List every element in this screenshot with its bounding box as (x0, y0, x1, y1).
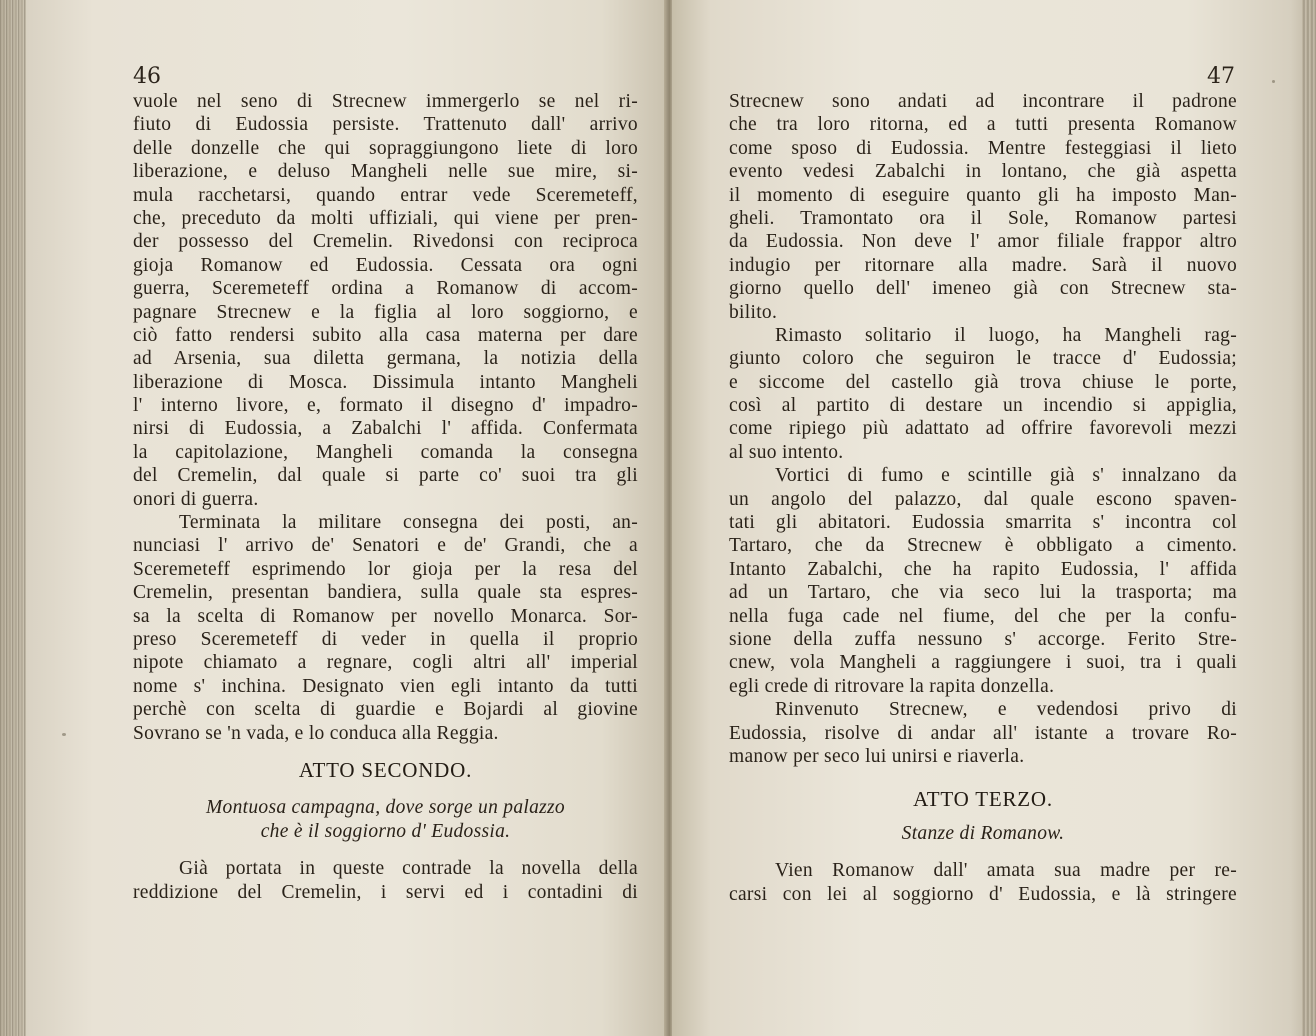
act-two-heading: ATTO SECONDO. (298, 757, 473, 782)
text-line: nipote chiamato a regnare, cogli altri all' imperial (133, 652, 638, 674)
text-line: onori di guerra. (133, 488, 259, 510)
page-number-right: 47 (1207, 64, 1235, 89)
text-line: egli crede di ritrovare la rapita donzella. (729, 675, 1055, 697)
text-line: così al partito di destare un incendio si appiglia, (729, 395, 1237, 417)
text-line: carsi con lei al soggiorno d' Eudossia, e là stringere (729, 883, 1237, 905)
text-line: la capitolazione, Mangheli comanda la consegna (133, 441, 638, 463)
text-line: Rimasto solitario il luogo, ha Mangheli rag- (775, 324, 1237, 346)
right-paragraph-2 (729, 324, 1237, 464)
text-line: delle donzelle che qui sopraggiungono liete di loro (133, 137, 638, 159)
text-line: indugio per ritornare alla madre. Sarà il nuovo (729, 254, 1237, 276)
text-line: da Eudossia. Non deve l' amor filiale frappor altro (729, 231, 1237, 253)
text-line: manow per seco lui unirsi e riaverla. (729, 745, 1025, 767)
text-line: che, preceduto da molti uffiziali, qui viene per pren- (133, 207, 638, 229)
text-line: vuole nel seno di Strecnew immergerlo se nel ri- (133, 91, 638, 112)
text-line: Sceremeteff esprimendo lor gioja per la resa del (133, 558, 638, 580)
scene-line: Stanze di Romanow. (901, 822, 1065, 844)
text-line: Vien Romanow dall' amata sua madre per re- (775, 860, 1237, 882)
text-line: Terminata la militare consegna dei posti, an- (179, 512, 638, 534)
text-line: liberazione, e deluso Mangheli nelle sue mire, si- (133, 161, 638, 183)
text-line: cnew, vola Mangheli a raggiungere i suoi, tra i quali (729, 652, 1237, 674)
text-line: nunciasi l' arrivo de' Senatori e de' Grandi, che a (133, 535, 638, 557)
left-paragraph-1 (133, 90, 638, 511)
text-line: ciò fatto rendersi subito alla casa materna per dare (133, 324, 638, 346)
text-line: Vortici di fumo e scintille già s' innalzano da (775, 465, 1237, 487)
text-line: tati gli abitatori. Eudossia smarrita s' incontra col (729, 512, 1237, 534)
text-line: liberazione di Mosca. Dissimula intanto Mangheli (133, 371, 638, 393)
text-line: giorno quello dell' imeneo già con Strecnew sta- (729, 278, 1237, 300)
text-line: Cremelin, presentan bandiera, sulla quale sta espres- (133, 582, 638, 604)
text-line: Rinvenuto Strecnew, e vedendosi privo di (775, 699, 1237, 721)
right-page-text (729, 90, 1237, 906)
left-paragraph-3 (133, 857, 638, 904)
text-line: nella fuga cade nel fiume, del che per la confu- (729, 605, 1237, 627)
paper-speck (1272, 80, 1275, 83)
text-line: der possesso del Cremelin. Rivedonsi con reciproca (133, 231, 638, 253)
text-line: nome s' inchina. Designato vien egli intanto da tutti (133, 675, 638, 697)
text-line: Eudossia, risolve di andar all' istante a trovare Ro- (729, 722, 1237, 744)
text-line: mula racchetarsi, quando entrar vede Sceremeteff, (133, 184, 638, 206)
act-three-scene (729, 822, 1237, 845)
text-line: un angolo del palazzo, dal quale escono spaven- (729, 488, 1237, 510)
text-line: Intanto Zabalchi, che ha rapito Eudossia, l' affida (729, 558, 1237, 580)
page-number-left: 46 (133, 64, 161, 89)
text-line: l' interno livore, e, formato il disegno d' impadro- (133, 395, 638, 417)
text-line: reddizione del Cremelin, i servi ed i contadini di (133, 881, 638, 903)
text-line: Già portata in queste contrade la novella della (179, 858, 638, 880)
act-three-heading: ATTO TERZO. (913, 787, 1053, 812)
text-line: sa la scelta di Romanow per novello Monarca. Sor- (133, 605, 638, 627)
right-paragraph-1 (729, 90, 1237, 324)
text-line: evento vedesi Zabalchi in lontano, che già aspetta (729, 161, 1237, 183)
scene-line: che è il soggiorno d' Eudossia. (260, 820, 511, 842)
text-line: come sposo di Eudossia. Mentre festeggiasi il lieto (729, 137, 1237, 159)
text-line: perchè con scelta di guardie e Bojardi al giovine (133, 699, 638, 721)
text-line: preso Sceremeteff di veder in quella il proprio (133, 628, 638, 650)
text-line: ad un Tartaro, che via seco lui la trasporta; ma (729, 582, 1237, 604)
left-page-text (133, 90, 638, 904)
text-line: come ripiego più adattato ad offrire favorevoli mezzi (729, 418, 1237, 440)
text-line: guerra, Sceremeteff ordina a Romanow di accom- (133, 278, 638, 300)
left-paragraph-2 (133, 511, 638, 745)
text-line: nirsi di Eudossia, a Zabalchi l' affida. Confermata (133, 418, 638, 440)
text-line: e siccome del castello già trova chiuse le porte, (729, 371, 1237, 393)
text-line: che tra loro ritorna, ed a tutti presenta Romanow (729, 114, 1237, 136)
text-line: sione della zuffa nessuno s' accorge. Ferito Stre- (729, 628, 1237, 650)
text-line: fiuto di Eudossia persiste. Trattenuto dall' arrivo (133, 114, 638, 136)
page-edge-left (0, 0, 26, 1036)
text-line: Strecnew sono andati ad incontrare il padrone (729, 91, 1237, 112)
right-paragraph-4 (729, 698, 1237, 768)
right-paragraph-3 (729, 464, 1237, 698)
text-line: gheli. Tramontato ora il Sole, Romanow partesi (729, 207, 1237, 229)
scene-line: Montuosa campagna, dove sorge un palazzo (205, 797, 565, 819)
text-line: Tartaro, che da Strecnew è obbligato a cimento. (729, 535, 1237, 557)
right-paragraph-5 (729, 859, 1237, 906)
text-line: al suo intento. (729, 441, 844, 463)
act-two-scene (133, 796, 638, 843)
text-line: bilito. (729, 301, 778, 323)
text-line: pagnare Strecnew e la figlia al loro soggiorno, e (133, 301, 638, 323)
text-line: giunto coloro che seguiron le tracce d' Eudossia; (729, 348, 1237, 370)
text-line: gioja Romanow ed Eudossia. Cessata ora ogni (133, 254, 638, 276)
text-line: ad Arsenia, sua diletta germana, la notizia della (133, 348, 638, 370)
text-line: Sovrano se 'n vada, e lo conduca alla Reggia. (133, 722, 499, 744)
paper-speck (62, 733, 66, 736)
right-page (672, 0, 1316, 1036)
text-line: il momento di eseguire quanto gli ha imposto Man- (729, 184, 1237, 206)
text-line: del Cremelin, dal quale si parte co' suoi tra gli (133, 465, 638, 487)
page-edge-right (1302, 0, 1316, 1036)
